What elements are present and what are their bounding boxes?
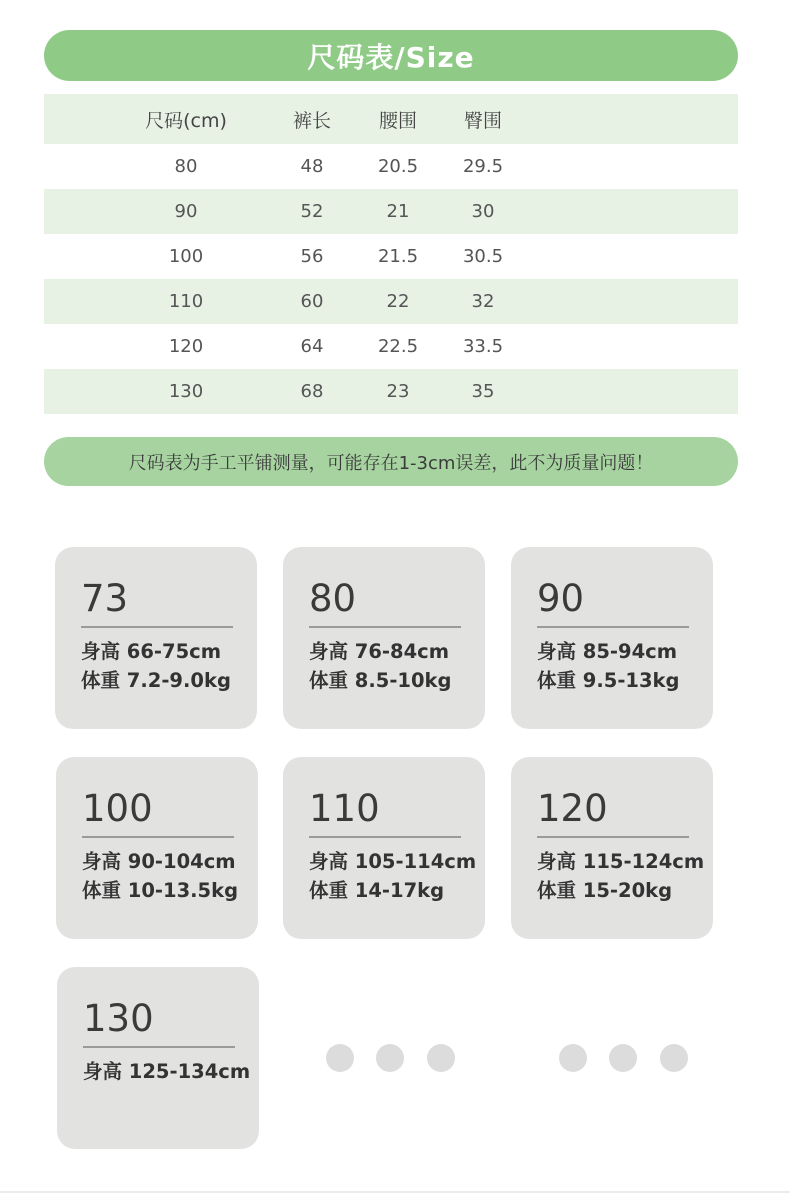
cell-pants-length: 52 — [300, 201, 324, 222]
card-size: 80 — [309, 577, 357, 620]
card-divider — [309, 836, 461, 838]
card-height: 身高 90-104cm — [82, 850, 236, 873]
cell-waist: 21.5 — [377, 246, 419, 267]
cell-size: 110 — [168, 291, 204, 312]
bottom-divider — [0, 1191, 790, 1193]
card-weight: 体重 15-20kg — [537, 879, 673, 902]
card-weight: 体重 8.5-10kg — [309, 669, 452, 692]
decorative-dot — [376, 1044, 404, 1072]
measurement-note-banner — [44, 437, 738, 486]
cell-pants-length: 56 — [300, 246, 324, 267]
size-card-100 — [56, 757, 258, 939]
cell-waist: 21 — [386, 201, 410, 222]
cell-waist: 20.5 — [377, 156, 419, 177]
card-divider — [309, 626, 461, 628]
card-weight: 体重 9.5-13kg — [537, 669, 680, 692]
header-pants-length: 裤长 — [292, 109, 331, 132]
cell-size: 100 — [168, 246, 204, 267]
card-divider — [537, 626, 689, 628]
cell-pants-length: 60 — [300, 291, 324, 312]
table-row — [44, 234, 738, 279]
size-card-73 — [55, 547, 257, 729]
table-row — [44, 279, 738, 324]
card-size: 130 — [83, 997, 154, 1040]
table-row — [44, 324, 738, 369]
table-header-row — [44, 94, 738, 144]
cell-size: 80 — [174, 156, 198, 177]
size-card-130 — [57, 967, 259, 1149]
decorative-dot — [326, 1044, 354, 1072]
card-divider — [82, 836, 234, 838]
card-weight: 体重 14-17kg — [309, 879, 445, 902]
header-waist: 腰围 — [378, 109, 417, 132]
size-table — [44, 94, 738, 414]
cell-hip: 30.5 — [462, 246, 504, 267]
cell-hip: 35 — [471, 381, 495, 402]
measurement-note: 尺码表为手工平铺测量，可能存在1-3cm误差，此不为质量问题！ — [128, 452, 654, 474]
cell-waist: 22 — [386, 291, 410, 312]
header-size: 尺码(cm) — [145, 109, 227, 132]
decorative-dot — [559, 1044, 587, 1072]
cell-hip: 32 — [471, 291, 495, 312]
card-height: 身高 76-84cm — [309, 640, 450, 663]
cell-waist: 23 — [386, 381, 410, 402]
cell-hip: 29.5 — [462, 156, 504, 177]
cell-size: 130 — [168, 381, 204, 402]
cell-waist: 22.5 — [377, 336, 419, 357]
card-height: 身高 66-75cm — [81, 640, 222, 663]
card-size: 90 — [537, 577, 585, 620]
size-card-90 — [511, 547, 713, 729]
decorative-dot — [660, 1044, 688, 1072]
card-height: 身高 105-114cm — [309, 850, 477, 873]
header-hip: 臀围 — [463, 109, 502, 132]
card-size: 110 — [309, 787, 380, 830]
title-banner — [44, 30, 738, 81]
cell-pants-length: 48 — [300, 156, 324, 177]
card-size: 100 — [82, 787, 153, 830]
cell-pants-length: 68 — [300, 381, 324, 402]
cell-size: 90 — [174, 201, 198, 222]
card-weight: 体重 7.2-9.0kg — [81, 669, 231, 692]
decorative-dot — [427, 1044, 455, 1072]
cell-size: 120 — [168, 336, 204, 357]
card-divider — [537, 836, 689, 838]
page-title: 尺码表/Size — [307, 40, 475, 74]
cell-pants-length: 64 — [300, 336, 324, 357]
card-size: 73 — [81, 577, 129, 620]
card-divider — [81, 626, 233, 628]
cell-hip: 33.5 — [462, 336, 504, 357]
card-divider — [83, 1046, 235, 1048]
table-row — [44, 189, 738, 234]
card-weight: 体重 10-13.5kg — [82, 879, 239, 902]
size-card-120 — [511, 757, 713, 939]
card-height: 身高 125-134cm — [83, 1060, 251, 1083]
card-height: 身高 85-94cm — [537, 640, 678, 663]
card-size: 120 — [537, 787, 608, 830]
cell-hip: 30 — [471, 201, 495, 222]
decorative-dot — [609, 1044, 637, 1072]
size-card-80 — [283, 547, 485, 729]
card-height: 身高 115-124cm — [537, 850, 705, 873]
table-row — [44, 144, 738, 189]
table-row — [44, 369, 738, 414]
size-card-110 — [283, 757, 485, 939]
